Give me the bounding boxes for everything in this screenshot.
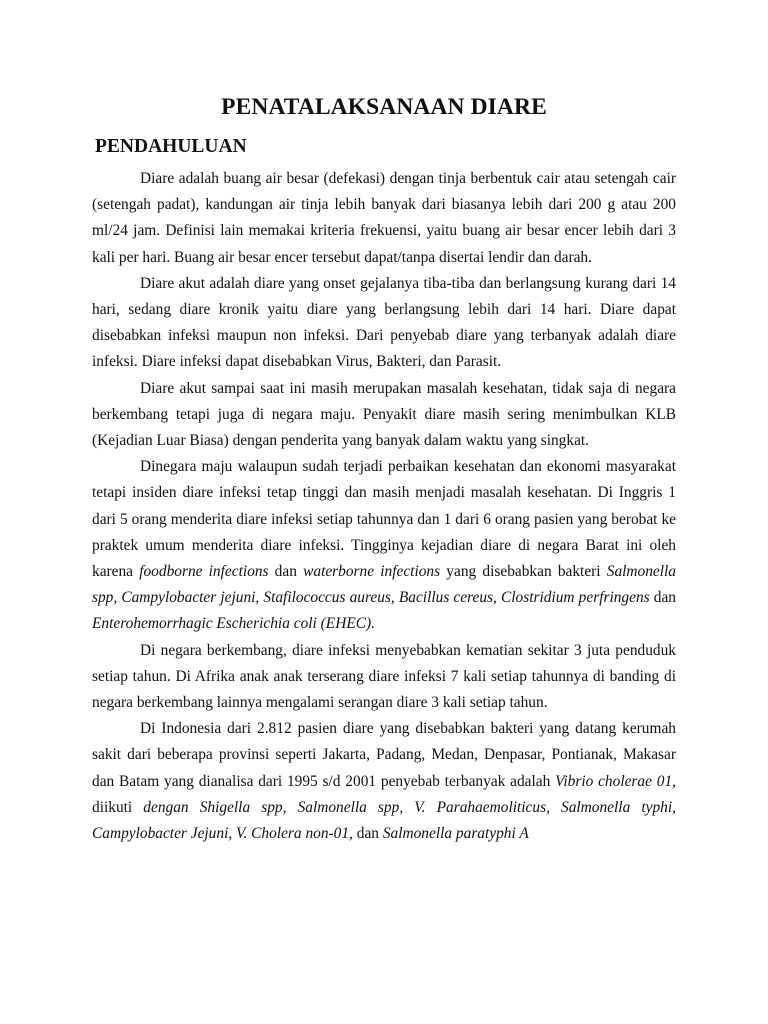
paragraph-text: dan [268,563,304,581]
paragraph-6 [92,716,676,847]
italic-term: Enterohemorrhagic Escherichia coli (EHEC). [92,615,375,633]
section-heading: PENDAHULUAN [95,136,247,157]
italic-term: Salmonella spp, Campylobacter jejuni, Stafilococcus aureus, Bacillus cereus, Clostridium perfringens [92,563,677,607]
paragraph-text: Dinegara maju walaupun sudah terjadi perbaikan kesehatan dan ekonomi masyarakat tetapi insiden diare infeksi tetap tinggi dan masih menjadi masalah kesehatan. Di Inggris 1 dari 5 orang menderita diare infeksi setiap tahunnya dan 1 dari 6 orang pasien yang berobat ke praktek umum menderita diare infeksi. Tingginya kejadian diare di negara Barat ini oleh karena [92,458,676,581]
paragraph-2 [92,271,676,376]
paragraph-text: Diare akut adalah diare yang onset gejalanya tiba-tiba dan berlangsung kurang dari 14 hari, sedang diare kronik yaitu diare yang berlangsung lebih dari 14 hari. Diare dapat disebabkan infeksi maupun non infeksi. Dari penyebab diare yang terbanyak adalah diare infeksi. Diare infeksi dapat disebabkan Virus, Bakteri, dan Parasit. [92,274,676,371]
paragraph-text: Di negara berkembang, diare infeksi menyebabkan kematian sekitar 3 juta penduduk setiap tahun. Di Afrika anak anak terserang diare infeksi 7 kali setiap tahunnya di banding di negara berkembang lainnya mengalami serangan diare 3 kali setiap tahun. [92,641,676,712]
paragraph-4 [92,454,676,637]
paragraph-1 [92,166,676,271]
document-title: PENATALAKSANAAN DIARE [221,94,547,120]
paragraph-text: yang disebabkan bakteri [440,563,607,581]
paragraph-text: dan [649,589,676,607]
italic-term: Vibrio cholerae 01, [555,772,676,790]
italic-term: dengan Shigella spp, Salmonella spp, V. Parahaemoliticus, Salmonella typhi, Campylobacter Jejuni, V. Cholera non-01, [92,798,676,843]
paragraph-text: Di Indonesia dari 2.812 pasien diare yang disebabkan bakteri yang datang kerumah sakit dari beberapa provinsi seperti Jakarta, Padang, Medan, Denpasar, Pontianak, Makasar dan Batam yang dianalisa dari 1995 s/d 2001 penyebab terbanyak adalah [92,720,676,790]
italic-term: waterborne infections [303,563,441,581]
paragraph-text: dan [352,825,383,843]
paragraph-text: diikuti [92,798,144,816]
italic-term: Salmonella paratyphi A [382,825,529,843]
paragraph-text: Diare adalah buang air besar (defekasi) dengan tinja berbentuk cair atau setengah cair (setengah padat), kandungan air tinja lebih banyak dari biasanya lebih dari 200 g atau 200 ml/24 jam. Definisi lain memakai kriteria frekuensi, yaitu buang air besar encer lebih dari 3 kali per hari. Buang air besar encer tersebut dapat/tanpa disertai lendir dan darah. [92,170,676,266]
paragraph-3 [92,376,676,455]
document-page [92,92,676,847]
paragraph-5 [92,638,676,717]
paragraph-text: Diare akut sampai saat ini masih merupakan masalah kesehatan, tidak saja di negara berkembang tetapi juga di negara maju. Penyakit diare masih sering menimbulkan KLB (Kejadian Luar Biasa) dengan penderita yang banyak dalam waktu yang singkat. [92,379,676,450]
italic-term: foodborne infections [139,563,269,581]
